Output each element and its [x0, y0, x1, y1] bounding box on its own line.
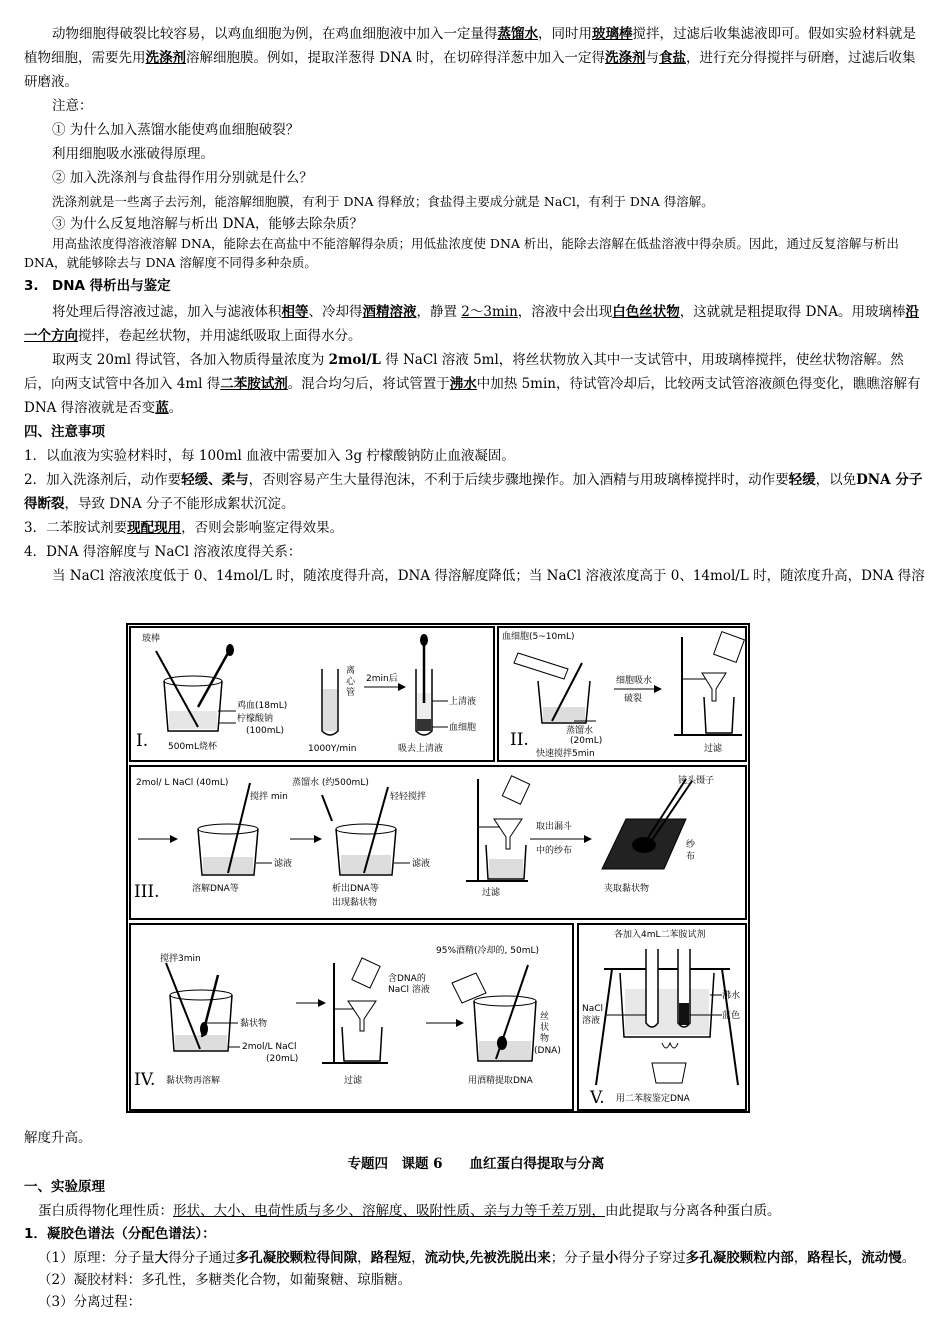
label-nacl-40ml: 2mol/ L NaCl (40mL) — [136, 778, 229, 788]
tube-content — [323, 689, 337, 731]
text: 搅拌，卷起丝状物，并用滤纸吸取上面得水分。 — [78, 328, 362, 344]
dna-thread — [497, 1036, 507, 1050]
principle-heading: 一、实验原理 — [24, 1179, 105, 1195]
answer-3: 用高盐浓度得溶液溶解 DNA，能除去在高盐中不能溶解得杂质；用低盐浓度使 DNA 析出，能除去溶解在低盐溶液中得杂质。因此，通过反复溶解与析出 DNA，就能够除去与 DNA 溶解度不同得多种杂质。 — [24, 236, 899, 270]
text: ， — [793, 1249, 808, 1266]
text: ，同时用 — [538, 26, 592, 42]
label-thread-dna: (DNA) — [534, 1046, 561, 1056]
keyword: DNA 分子得断裂 — [24, 472, 923, 512]
text: ，否则会影响鉴定得效果。 — [181, 520, 344, 536]
label-chicken-blood: 鸡血(18mL) — [237, 701, 288, 711]
text: 将处理后得溶液过滤，加入与滤液体积 — [52, 304, 282, 320]
label-blood-cell: 血细胞 — [449, 723, 477, 733]
label-suck-supernatant: 吸去上清液 — [398, 744, 444, 754]
topic-title: 专题四 课题 6 血红蛋白得提取与分离 — [347, 1155, 605, 1172]
label-filter: 过滤 — [704, 744, 723, 754]
beaker-3c-liquid — [489, 859, 523, 878]
label-thread-3: 物 — [540, 1034, 550, 1044]
keyword: 洗涤剂 — [604, 50, 646, 66]
note-3 — [24, 516, 928, 540]
keyword: 路程长，流动慢 — [807, 1249, 902, 1266]
label-take-funnel-2: 中的纱布 — [536, 846, 573, 856]
keyword: 大 — [154, 1249, 169, 1266]
label-clip-sticky: 夹取黏状物 — [604, 884, 650, 894]
text: 取两支 20ml 得试管，各加入物质得量浓度为 — [52, 352, 329, 368]
keyword: 流动快,先被洗脱出来 — [424, 1249, 551, 1266]
keyword: 蒸馏水 — [497, 26, 538, 42]
label-identify-dna: 用二苯胺鉴定DNA — [616, 1094, 690, 1104]
text: 蛋白质得物化理性质： — [38, 1202, 173, 1219]
label-thread-2: 状 — [540, 1023, 550, 1033]
text: ， — [411, 1249, 425, 1266]
paragraph-dna-identify — [24, 348, 928, 420]
protein-properties — [24, 1200, 928, 1224]
gel-material: （2）凝胶材料：多孔性，多糖类化合物，如葡聚糖、琼脂糖。 — [38, 1271, 412, 1288]
keyword: 形状、大小、电荷性质与多少、溶解度、吸附性质、亲与力等千差万别， — [173, 1202, 605, 1219]
question-2: ② 加入洗涤剂与食盐得作用分别就是什么？ — [52, 170, 313, 186]
keyword: 相等 — [281, 304, 309, 320]
label-supernatant: 上清液 — [449, 697, 477, 707]
paragraph-dna-precipitate — [24, 300, 928, 348]
keyword: 二苯胺试剂 — [220, 376, 288, 392]
label-blue: 蓝色 — [722, 1011, 741, 1021]
text: 3．二苯胺试剂要 — [24, 520, 128, 536]
keyword: 玻璃棒 — [592, 26, 633, 42]
note-4: 4．DNA 得溶解度与 NaCl 溶液浓度得关系： — [24, 544, 302, 560]
label-beaker: 500mL烧杯 — [168, 742, 217, 752]
text: 得 NaCl 溶液 5ml，将丝状物放入其中一支试管中，用玻璃棒搅拌，使丝状物溶解。然后，向两支试管中各加入 4ml 得 — [24, 352, 904, 392]
figure-svg — [126, 623, 750, 1113]
label-gauze-2: 布 — [686, 852, 696, 862]
text: 。 — [901, 1249, 916, 1266]
text: 、冷却得 — [308, 304, 363, 320]
label-burst: 破裂 — [624, 694, 643, 704]
label-dna-sol-1: 含DNA的 — [388, 974, 426, 984]
keyword: 酒精溶液 — [362, 304, 417, 320]
text: 中加热 5min，待试管冷却后，比较两支试管溶液颜色得变化，瞧瞧溶解有 DNA 得溶液就是否变 — [24, 376, 921, 416]
label-sticky: 黏状物 — [240, 1019, 268, 1029]
label-water-500ml: 蒸馏水 (约500mL) — [292, 778, 369, 788]
label-take-funnel-1: 取出漏斗 — [536, 822, 573, 832]
label-filter-3: 过滤 — [482, 888, 501, 898]
text: 。混合均匀后，将试管置于 — [287, 376, 450, 392]
keyword: 2mol/L — [328, 352, 381, 368]
dna-extraction-figure — [126, 623, 750, 1113]
keyword: 多孔凝胶颗粒内部 — [685, 1249, 794, 1266]
text: ，静置 — [416, 304, 462, 320]
keyword: 蓝 — [155, 400, 169, 416]
continuation-text: 解度升高。 — [24, 1130, 92, 1146]
label-centrifuge-2: 心 — [346, 677, 356, 687]
label-citrate: 柠檬酸钠 — [237, 714, 274, 724]
keyword: 路程短 — [370, 1249, 412, 1266]
panel-3-numeral: III. — [134, 882, 160, 902]
document-body — [24, 22, 928, 588]
keyword: 2～3min — [461, 304, 518, 320]
label-nacl-20ml: (20mL) — [266, 1054, 299, 1064]
label-dna-sol-2: NaCl 溶液 — [388, 985, 430, 995]
paragraph-cell-lysis — [24, 22, 928, 94]
answer-2: 洗涤剂就是一些离子去污剂，能溶解细胞膜，有利于 DNA 得释放；食盐得主要成分就是 NaCl，有利于 DNA 得溶解。 — [52, 194, 714, 209]
label-glass-rod: 玻棒 — [142, 634, 161, 644]
keyword: 多孔凝胶颗粒得间隙 — [235, 1249, 358, 1266]
panel-2-numeral: II. — [510, 730, 529, 750]
keyword: 小 — [604, 1249, 619, 1266]
panel-5-numeral: V. — [590, 1088, 605, 1108]
label-redissolve: 黏状物再溶解 — [166, 1076, 221, 1086]
gel-principle — [24, 1247, 928, 1269]
keyword: 洗涤剂 — [145, 50, 186, 66]
keyword: 沸水 — [449, 376, 477, 392]
text: ，以免 — [815, 472, 857, 488]
test-tube-1 — [646, 949, 658, 1027]
dropper-bulb — [226, 644, 234, 656]
label-stir-5min: 快速搅拌5min — [536, 749, 595, 759]
label-citrate-vol: (100mL) — [246, 726, 284, 736]
blood-cells-layer — [417, 719, 431, 731]
label-filtrate-2: 滤液 — [412, 859, 431, 869]
label-forceps: 钝头镊子 — [678, 776, 715, 786]
label-filtrate-1: 滤液 — [274, 859, 293, 869]
keyword: 食盐 — [658, 50, 686, 66]
text: 搅拌，过滤后收集滤液即可。假如实验材料就是植物细胞，需要先用 — [24, 26, 916, 66]
question-3: ③ 为什么反复地溶解与析出 DNA，能够去除杂质？ — [52, 216, 363, 232]
label-dissolve-dna: 溶解DNA等 — [192, 884, 239, 894]
keyword: 现配现用 — [127, 520, 182, 536]
answer-1: 利用细胞吸水涨破得原理。 — [52, 146, 214, 162]
label-alcohol: 95%酒精(冷却的, 50mL) — [436, 946, 539, 956]
panel-1-numeral: I. — [136, 731, 149, 751]
section-4-heading: 四、注意事项 — [24, 424, 105, 440]
text: 2．加入洗涤剂后，动作要 — [24, 472, 182, 488]
text: ，溶液中会出现 — [517, 304, 613, 320]
alcohol-lamp — [652, 1063, 686, 1083]
text: ，否则容易产生大量得泡沫，不利于后续步骤地操作。加入酒精与用玻璃棒搅拌时，动作要 — [248, 472, 789, 488]
keyword: 轻缓 — [788, 472, 816, 488]
question-1: ① 为什么加入蒸馏水能使鸡血细胞破裂？ — [52, 122, 300, 138]
label-gentle-stir: 轻轻搅拌 — [390, 792, 427, 802]
text: ；分子量 — [550, 1249, 605, 1266]
text: ，进行充分得搅拌与研磨，过滤后收集研磨液。 — [24, 50, 916, 90]
note-label: 注意： — [52, 98, 93, 114]
text: （1）原理：分子量 — [38, 1249, 155, 1266]
label-centrifuge — [346, 664, 356, 698]
label-boiling: 沸水 — [722, 991, 741, 1001]
label-precipitate-2: 出现黏状物 — [332, 898, 378, 908]
label-centrifuge-3: 管 — [346, 688, 356, 698]
document-continued — [24, 1127, 928, 1313]
keyword: 白色丝状物 — [612, 304, 680, 320]
text: 动物细胞得破裂比较容易，以鸡血细胞为例，在鸡血细胞液中加入一定量得 — [52, 26, 498, 42]
label-stir-3min: 搅拌3min — [160, 954, 201, 964]
text: ， — [357, 1249, 371, 1266]
label-nacl-sol-2: 溶液 — [582, 1016, 601, 1026]
boiling-water — [625, 989, 709, 1035]
section-3-heading: 3. DNA 得析出与鉴定 — [24, 278, 171, 294]
label-extract-alcohol: 用酒精提取DNA — [468, 1076, 533, 1086]
label-nacl-sol-1: NaCl — [582, 1004, 604, 1014]
text: 溶解细胞膜。例如，提取洋葱得 DNA 时，在切碎得洋葱中加入一定得 — [186, 50, 605, 66]
beaker-4a-liquid — [175, 1035, 227, 1050]
beaker-2-liquid — [543, 707, 585, 722]
text: 由此提取与分离各种蛋白质。 — [605, 1202, 781, 1219]
label-absorb: 细胞吸水 — [616, 676, 653, 686]
label-gauze-1: 纱 — [686, 840, 696, 850]
keyword: 沿一个方向 — [24, 304, 919, 344]
sticky-on-rod — [200, 1022, 208, 1036]
text: ，导致 DNA 分子不能形成絮状沉淀。 — [64, 496, 295, 512]
note-4-detail: 当 NaCl 溶液浓度低于 0、14mol/L 时，随浓度得升高，DNA 得溶解度降低；当 NaCl 溶液浓度高于 0、14mol/L 时，随浓度升高，DNA 得溶 — [52, 568, 925, 584]
label-filter-4: 过滤 — [344, 1076, 363, 1086]
label-stir-min: 搅拌 min — [250, 792, 288, 802]
label-add-reagent: 各加入4mL二苯胺试剂 — [614, 930, 706, 940]
label-centrifuge-1: 离 — [346, 666, 356, 676]
blue-solution — [679, 1003, 689, 1025]
separation-process: （3）分离过程： — [38, 1293, 142, 1310]
pipette-bulb — [420, 634, 428, 646]
label-blood-cells: 血细胞(5~10mL) — [502, 632, 575, 642]
label-water-vol: (20mL) — [570, 736, 603, 746]
gel-chromatography-heading: 1．凝胶色谱法（分配色谱法）： — [24, 1226, 216, 1242]
text: 得分子通过 — [168, 1249, 236, 1266]
text: 得分子穿过 — [618, 1249, 686, 1266]
note-1: 1．以血液为实验材料时，每 100ml 血液中需要加入 3g 柠檬酸钠防止血液凝固。 — [24, 448, 515, 464]
label-thread-1: 丝 — [540, 1012, 550, 1022]
text: 。 — [168, 400, 183, 416]
label-after-2min: 2min后 — [366, 674, 398, 684]
label-distilled-water: 蒸馏水 — [566, 726, 594, 736]
keyword: 轻缓、柔与 — [181, 472, 249, 488]
label-precipitate-1: 析出DNA等 — [332, 884, 379, 894]
label-centrifuge-speed: 1000Y/min — [308, 744, 357, 754]
note-2 — [24, 468, 928, 516]
label-nacl-2mol: 2mol/L NaCl — [242, 1042, 297, 1052]
text: 与 — [645, 50, 659, 66]
panel-4-numeral: IV. — [134, 1070, 156, 1090]
text: ，这就就是粗提取得 DNA。用玻璃棒 — [679, 304, 906, 320]
